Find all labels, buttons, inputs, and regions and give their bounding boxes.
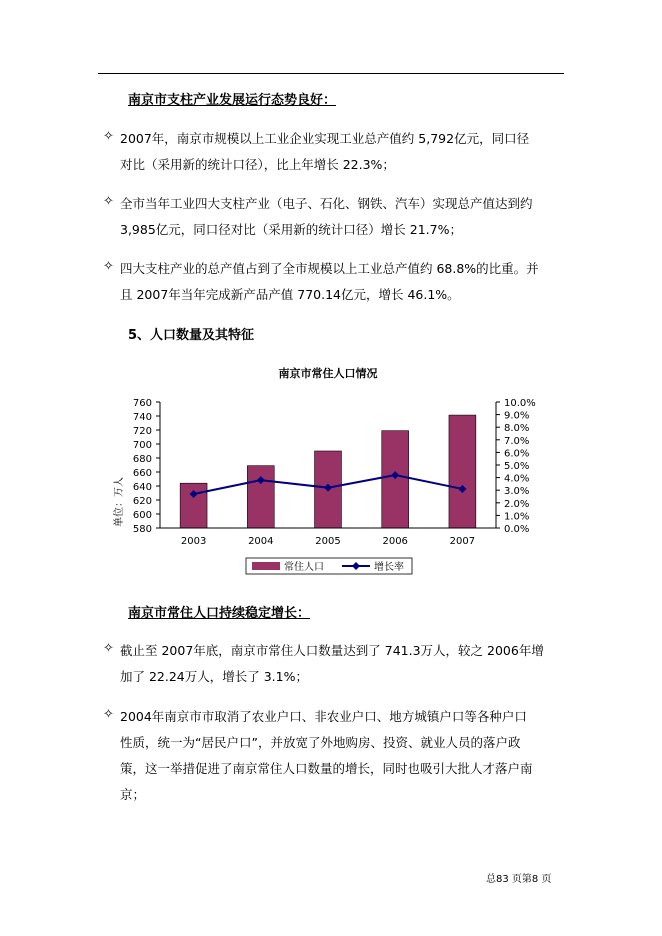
- bullet-2-line-2: 3,985亿元，同口径对比（采用新的统计口径）增长 21.7%；: [120, 222, 462, 237]
- x-tick-label: 2004: [248, 536, 274, 547]
- population-chart: [100, 358, 560, 580]
- population-bar: [382, 431, 409, 528]
- y2-tick-label: 3.0%: [504, 486, 530, 498]
- y2-tick-label: 1.0%: [504, 511, 530, 523]
- y2-tick-label: 5.0%: [504, 461, 530, 472]
- chart-bars: [180, 415, 476, 528]
- bullet-1-line-2: 对比（采用新的统计口径），比上年增长 22.3%；: [120, 157, 395, 172]
- bullet-1-line-1: 2007年，南京市规模以上工业企业实现工业总产值约 5,792亿元，同口径: [120, 131, 530, 146]
- y2-tick-label: 10.0%: [504, 398, 536, 409]
- bullet-2-line-1: 全市当年工业四大支柱产业（电子、石化、钢铁、汽车）实现总产值达到约: [120, 196, 533, 211]
- y2-tick-label: 6.0%: [504, 448, 530, 460]
- bullet-5-line-4: 京；: [120, 787, 146, 802]
- bullet-5-line-1: 2004年南京市市取消了农业户口、非农业户口、地方城镇户口等各种户口: [120, 709, 527, 724]
- y2-tick-label: 7.0%: [504, 435, 530, 447]
- bullet-4-line-1: 截止至 2007年底，南京市常住人口数量达到了 741.3万人，较之 2006年增: [120, 643, 544, 658]
- y-tick-label: 740: [132, 412, 152, 423]
- population-bar: [449, 415, 476, 528]
- y2-tick-label: 9.0%: [504, 410, 530, 422]
- bullet-3-line-2: 且 2007年当年完成新产品产值 770.14亿元，增长 46.1%。: [120, 287, 460, 302]
- y2-tick-label: 4.0%: [504, 473, 530, 485]
- y-tick-label: 620: [132, 496, 152, 507]
- section-heading-industry: 南京市支柱产业发展运行态势良好：: [128, 93, 337, 108]
- y-axis-label: 单位：万人: [114, 477, 125, 527]
- page-footer: 总83 页第8 页: [486, 874, 552, 885]
- population-bar: [180, 483, 207, 528]
- y-tick-label: 640: [132, 482, 152, 493]
- y2-tick-label: 0.0%: [504, 524, 530, 535]
- bullet-3-line-1: 四大支柱产业的总产值占到了全市规模以上工业总产值约 68.8%的比重。并: [120, 261, 539, 276]
- y-axis-ticks: [133, 398, 160, 535]
- bullet-icon: ✧: [103, 129, 114, 144]
- x-axis-ticks: [181, 536, 475, 547]
- x-tick-label: 2007: [449, 536, 476, 547]
- bullet-5-line-2: 性质，统一为“居民户口”，并放宽了外地购房、投资、就业人员的落户政: [120, 735, 521, 750]
- x-tick-label: 2005: [315, 536, 341, 547]
- y2-tick-label: 2.0%: [504, 498, 530, 510]
- section-title-population: 5、人口数量及其特征: [128, 328, 255, 343]
- population-bar: [247, 466, 274, 528]
- y2-tick-label: 8.0%: [504, 423, 530, 435]
- bullet-icon: ✧: [103, 707, 114, 722]
- y-tick-label: 760: [132, 398, 152, 409]
- bullet-icon: ✧: [103, 641, 114, 656]
- legend-label-growth: 增长率: [374, 562, 404, 573]
- bullet-icon: ✧: [103, 194, 114, 209]
- chart-legend: [246, 558, 412, 574]
- y-tick-label: 680: [132, 454, 152, 465]
- x-tick-label: 2003: [180, 536, 207, 547]
- y2-axis-ticks: [496, 398, 536, 535]
- x-tick-label: 2006: [382, 536, 408, 547]
- y-tick-label: 700: [132, 440, 152, 451]
- header-rule: [98, 73, 564, 74]
- section-heading-population: 南京市常住人口持续稳定增长：: [128, 606, 311, 621]
- legend-swatch-population: [252, 562, 280, 570]
- chart-title: 南京市常住人口情况: [278, 367, 378, 380]
- bullet-4-line-2: 加了 22.24万人，增长了 3.1%；: [120, 669, 308, 684]
- bullet-icon: ✧: [103, 259, 114, 274]
- y-tick-label: 660: [132, 468, 152, 479]
- y-tick-label: 580: [132, 524, 152, 535]
- bullet-5-line-3: 策，这一举措促进了南京常住人口数量的增长，同时也吸引大批人才落户南: [120, 761, 533, 776]
- y-tick-label: 600: [132, 510, 152, 521]
- y-tick-label: 720: [132, 426, 152, 437]
- legend-label-population: 常住人口: [284, 562, 324, 573]
